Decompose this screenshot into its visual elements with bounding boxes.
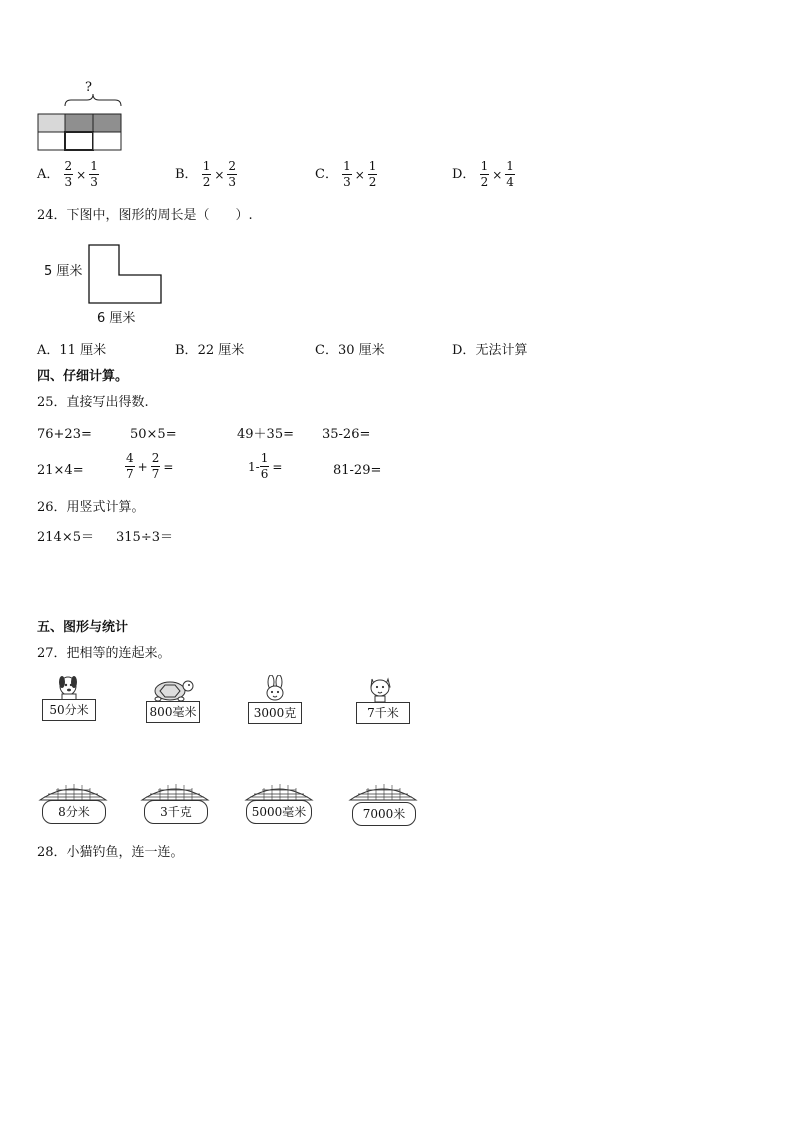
side-length-label: 5 厘米 xyxy=(44,264,83,279)
fraction: $\frac{2}{3}$ xyxy=(64,159,73,189)
option-label: A． xyxy=(37,167,60,182)
q24-stem: 24．下图中，图形的周长是（ ）. xyxy=(37,208,253,223)
option-label: C． xyxy=(315,167,338,182)
q23-option-d[interactable] xyxy=(452,160,515,189)
q25-item-8: 81-29= xyxy=(333,463,382,478)
q24-option-c[interactable]: C．30 厘米 xyxy=(315,343,385,358)
grid-cell-top-right xyxy=(93,114,121,132)
q28-stem: 28．小猫钓鱼，连一连。 xyxy=(37,845,184,860)
rabbit-icon xyxy=(262,675,288,703)
animal-sign[interactable]: 800毫米 xyxy=(146,701,200,723)
option-label: B． xyxy=(175,167,198,182)
times-sign: × xyxy=(76,167,87,182)
q25-item-4: 35-26= xyxy=(322,427,371,442)
animal-sign[interactable]: 7千米 xyxy=(356,702,410,724)
q25-item-3: 49＋35= xyxy=(237,427,294,442)
house-label[interactable]: 5000毫米 xyxy=(246,800,312,824)
animal-sign[interactable]: 50分米 xyxy=(42,699,96,721)
turtle-icon xyxy=(148,676,196,702)
q25-item-7: 1- $\frac{1}{6}$ = xyxy=(248,451,283,481)
q24-option-a[interactable]: A．11 厘米 xyxy=(37,343,107,358)
grid-cell-top-left xyxy=(38,114,65,132)
option-label: D． xyxy=(452,167,476,182)
l-shape-figure xyxy=(88,244,164,306)
times-sign: × xyxy=(214,167,225,182)
house-roof-icon xyxy=(348,782,418,802)
dog-icon xyxy=(52,672,86,702)
q26-item-2: 315÷3＝ xyxy=(116,530,173,545)
grid-cell-top-middle xyxy=(65,114,93,132)
q25-item-6: $\frac{4}{7}$ + $\frac{2}{7}$ = xyxy=(126,451,174,481)
grid-cell-bottom-right xyxy=(93,132,121,150)
section-5-title: 五、图形与统计 xyxy=(37,620,129,635)
fraction-grid-figure xyxy=(35,94,125,154)
times-sign: × xyxy=(354,167,365,182)
section-4-title: 四、仔细计算。 xyxy=(37,369,129,384)
house-roof-icon xyxy=(244,782,314,802)
q26-stem: 26．用竖式计算。 xyxy=(37,500,145,515)
q24-option-d[interactable]: D．无法计算 xyxy=(452,343,528,358)
q25-item-2: 50×5= xyxy=(130,427,177,442)
animal-sign[interactable]: 3000克 xyxy=(248,702,302,724)
house-label[interactable]: 3千克 xyxy=(144,800,208,824)
q25-stem: 25．直接写出得数. xyxy=(37,395,149,410)
house-roof-icon xyxy=(38,782,108,802)
q23-option-a[interactable] xyxy=(37,160,99,189)
q26-item-1: 214×5＝ xyxy=(37,530,94,545)
fraction: $\frac{1}{2}$ xyxy=(202,159,211,189)
q24-option-b[interactable]: B．22 厘米 xyxy=(175,343,245,358)
grid-cell-bottom-left xyxy=(38,132,65,150)
fraction: $\frac{1}{2}$ xyxy=(368,159,377,189)
fraction: $\frac{1}{2}$ xyxy=(480,159,489,189)
fraction: $\frac{2}{3}$ xyxy=(228,159,237,189)
cat-icon xyxy=(366,673,396,703)
grid-cell-bottom-middle xyxy=(65,132,93,150)
house-roof-icon xyxy=(140,782,210,802)
q25-item-1: 76+23= xyxy=(37,427,92,442)
q27-stem: 27．把相等的连起来。 xyxy=(37,646,171,661)
q25-item-5: 21×4= xyxy=(37,463,84,478)
q23-option-b[interactable] xyxy=(175,160,237,189)
fraction: $\frac{1}{4}$ xyxy=(506,159,514,189)
times-sign: × xyxy=(492,167,503,182)
house-label[interactable]: 8分米 xyxy=(42,800,106,824)
question-mark: ? xyxy=(85,80,92,95)
fraction: $\frac{1}{3}$ xyxy=(343,159,351,189)
bottom-length-label: 6 厘米 xyxy=(97,311,136,326)
q23-option-c[interactable] xyxy=(315,160,377,189)
house-label[interactable]: 7000米 xyxy=(352,802,416,826)
fraction: $\frac{1}{3}$ xyxy=(90,159,98,189)
